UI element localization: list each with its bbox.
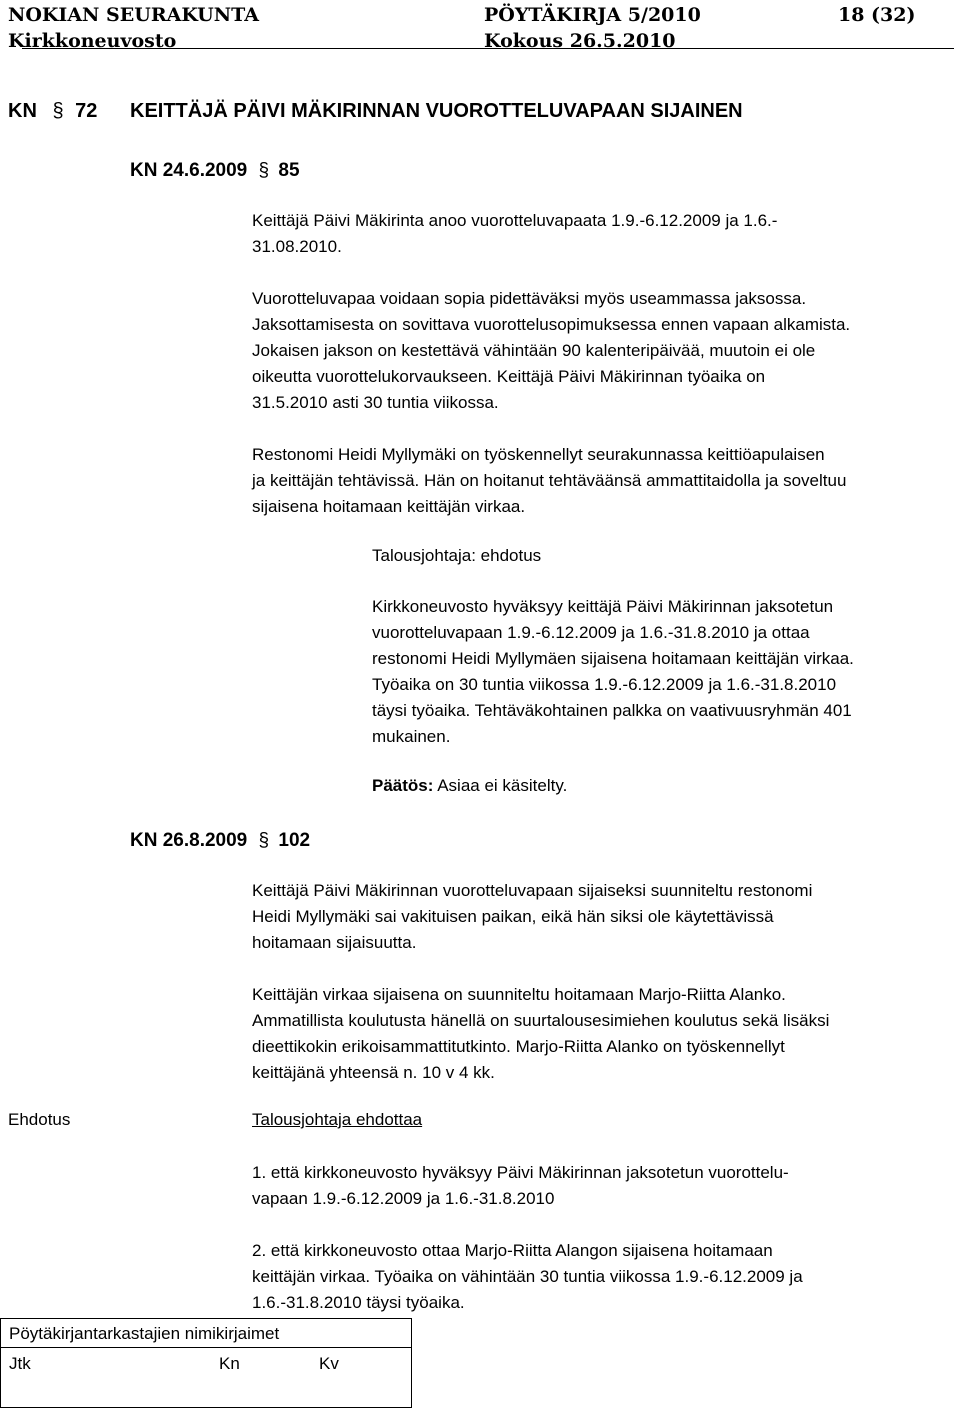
text-line: Jaksottamisesta on sovittava vuorottelusopimuksessa ennen vapaan alkamista. (252, 315, 851, 334)
paragraph-leave-rules (252, 286, 850, 416)
text-line: 31.08.2010. (252, 237, 342, 256)
section-kn: KN (8, 100, 37, 122)
section-sign-icon: § (258, 830, 270, 851)
reference-label: KN 24.6.2009 (130, 160, 248, 181)
section-sign-icon: § (52, 100, 64, 122)
reference-previous-meeting (130, 160, 300, 182)
text-line: dieettikokin erikoisammattitutkinto. Marjo-Riitta Alanko on työskennellyt (252, 1037, 785, 1056)
text-line: Restonomi Heidi Myllymäki on työskennellyt seurakunnassa keittiöapulaisen (252, 445, 825, 464)
text-line: 1. että kirkkoneuvosto hyväksyy Päivi Mäkirinnan jaksotetun vuorottelu- (252, 1163, 789, 1182)
paragraph-candidate (252, 442, 846, 520)
text-line: Vuorotteluvapaa voidaan sopia pidettäväksi myös useammassa jaksossa. (252, 289, 807, 308)
proposal-label: Talousjohtaja: ehdotus (372, 546, 542, 565)
text-line: Työaika on 30 tuntia viikossa 1.9.-6.12.2009 ja 1.6.-31.8.2010 (372, 675, 837, 694)
paragraph-proposal (372, 594, 854, 750)
decision (372, 776, 567, 796)
initials-kv: Kv (319, 1354, 339, 1373)
reference-current-meeting (130, 830, 310, 852)
text-line: keittäjänä yhteensä n. 10 v 4 kk. (252, 1063, 495, 1082)
initials-box (0, 1318, 412, 1408)
text-line: hoitamaan sijaisuutta. (252, 933, 417, 952)
paragraph-new-substitute (252, 982, 829, 1086)
initials-row (1, 1347, 411, 1407)
initials-box-title: Pöytäkirjantarkastajien nimikirjaimet (9, 1324, 280, 1343)
text-line: Kirkkoneuvosto hyväksyy keittäjä Päivi Mäkirinnan jaksotetun (372, 597, 834, 616)
section-num: 72 (75, 100, 98, 122)
text-line: 1.6.-31.8.2010 täysi työaika. (252, 1293, 465, 1312)
text-line: vapaan 1.9.-6.12.2009 ja 1.6.-31.8.2010 (252, 1189, 555, 1208)
section-number (8, 100, 97, 123)
header-meeting: Kokous 26.5.2010 (484, 30, 676, 52)
reference-number: 102 (278, 830, 311, 851)
initials-kn: Kn (219, 1354, 240, 1373)
text-line: 31.5.2010 asti 30 tuntia viikossa. (252, 393, 499, 412)
ehdotus-label: Ehdotus (8, 1110, 71, 1129)
text-line: oikeutta vuorottelukorvaukseen. Keittäjä Päivi Mäkirinnan työaika on (252, 367, 766, 386)
text-line: restonomi Heidi Myllymäen sijaisena hoitamaan keittäjän virkaa. (372, 649, 854, 668)
paragraph-leave-request (252, 208, 777, 260)
header-body: Kirkkoneuvosto (8, 30, 177, 52)
text-line: mukainen. (372, 727, 451, 746)
reference-label: KN 26.8.2009 (130, 830, 248, 851)
paragraph-substitute-unavailable (252, 878, 812, 956)
reference-number: 85 (278, 160, 300, 181)
header-page: 18 (32) (838, 4, 916, 26)
text-line: Ammatillista koulutusta hänellä on suurtalousesimiehen koulutus sekä lisäksi (252, 1011, 830, 1030)
text-line: vuorotteluvapaan 1.9.-6.12.2009 ja 1.6.-31.8.2010 ja ottaa (372, 623, 810, 642)
text-line: Keittäjä Päivi Mäkirinnan vuorotteluvapaan sijaiseksi suunniteltu restonomi (252, 881, 813, 900)
text-line: Keittäjän virkaa sijaisena on suunniteltu hoitamaan Marjo-Riitta Alanko. (252, 985, 786, 1004)
text-line: täysi työaika. Tehtäväkohtainen palkka on vaativuusryhmän 401 (372, 701, 852, 720)
ehdotus-heading: Talousjohtaja ehdottaa (252, 1110, 423, 1129)
section-title: KEITTÄJÄ PÄIVI MÄKIRINNAN VUOROTTELUVAPAAN SIJAINEN (130, 100, 743, 122)
text-line: sijaisena hoitamaan keittäjän virkaa. (252, 497, 526, 516)
proposal-item-2 (252, 1238, 803, 1316)
section-sign-icon: § (258, 160, 270, 181)
text-line: Heidi Myllymäki sai vakituisen paikan, eikä hän siksi ole käytettävissä (252, 907, 774, 926)
header-org: NOKIAN SEURAKUNTA (8, 4, 259, 26)
header-document: PÖYTÄKIRJA 5/2010 (484, 4, 701, 26)
header-rule (22, 48, 954, 49)
decision-label: Päätös: (372, 776, 434, 795)
text-line: ja keittäjän tehtävissä. Hän on hoitanut tehtäväänsä ammattitaidolla ja soveltuu (252, 471, 847, 490)
decision-text: Asiaa ei käsitelty. (437, 776, 568, 795)
text-line: 2. että kirkkoneuvosto ottaa Marjo-Riitta Alangon sijaisena hoitamaan (252, 1241, 773, 1260)
initials-jtk: Jtk (9, 1354, 31, 1373)
proposal-item-1 (252, 1160, 789, 1212)
text-line: Jokaisen jakson on kestettävä vähintään 90 kalenteripäivää, muutoin ei ole (252, 341, 816, 360)
text-line: keittäjän virkaa. Työaika on vähintään 30 tuntia viikossa 1.9.-6.12.2009 ja (252, 1267, 803, 1286)
text-line: Keittäjä Päivi Mäkirinta anoo vuorotteluvapaata 1.9.-6.12.2009 ja 1.6.- (252, 211, 778, 230)
